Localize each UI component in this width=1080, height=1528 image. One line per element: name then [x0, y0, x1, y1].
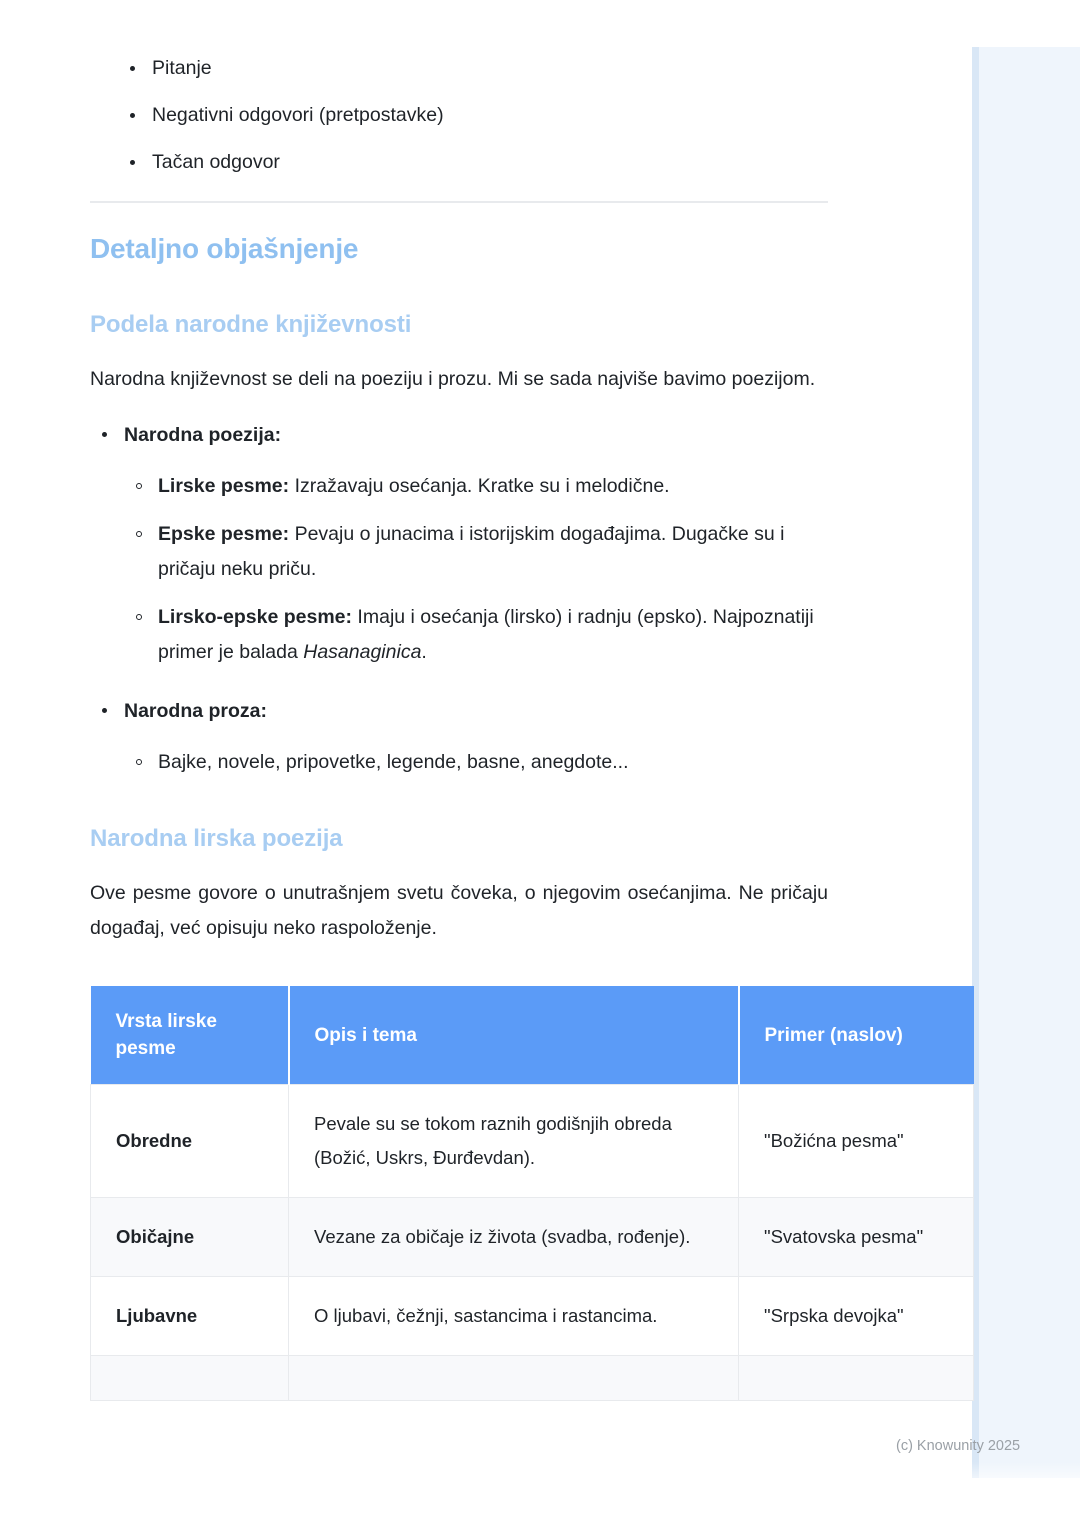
- list-item: [124, 469, 828, 504]
- cell-kind: Običajne: [91, 1198, 289, 1277]
- term-label: Epske pesme:: [158, 523, 290, 545]
- column-header-sample: Primer (naslov): [739, 986, 974, 1085]
- list-item: [90, 149, 828, 175]
- answer-structure-list: [90, 0, 828, 175]
- term-desc: Imaju i osećanja (lirsko) i radnju (epsko). Najpoznatiji primer je balada: [158, 606, 814, 663]
- copyright-watermark: (c) Knowunity 2025: [896, 1438, 1021, 1454]
- term-desc: Bajke, novele, pripovetke, legende, basne, anegdote...: [158, 751, 629, 773]
- cell-kind: Ljubavne: [91, 1277, 289, 1356]
- list-item-narodna-poezija: [90, 421, 828, 697]
- subsection-title-lirska: Narodna lirska poezija: [90, 825, 343, 852]
- cell-desc: [289, 1356, 739, 1401]
- table-head: [91, 986, 974, 1085]
- right-side-panel: [972, 47, 1080, 1478]
- table-row: [91, 1356, 974, 1401]
- bottom-fade-overlay: [0, 1462, 1080, 1528]
- cell-sample: [739, 1356, 974, 1401]
- list-item: [124, 517, 828, 587]
- column-header-desc: Opis i tema: [289, 986, 739, 1085]
- group-label: Narodna proza:: [124, 700, 268, 722]
- cell-kind: Obredne: [91, 1085, 289, 1198]
- spacer: [124, 683, 828, 697]
- section-divider: [90, 201, 828, 203]
- list-item-label: Negativni odgovori (pretpostavke): [152, 104, 444, 126]
- cell-desc: Pevale su se tokom raznih godišnjih obreda (Božić, Uskrs, Đurđevdan).: [289, 1085, 739, 1198]
- lyric-poem-types-table: [90, 986, 974, 1401]
- term-label: Lirske pesme:: [158, 475, 290, 497]
- cell-desc: Vezane za običaje iz života (svadba, rođenje).: [289, 1198, 739, 1277]
- table-header-row: [91, 986, 974, 1085]
- cell-sample: "Svatovska pesma": [739, 1198, 974, 1277]
- list-item: [90, 102, 828, 128]
- literature-division-list: [90, 421, 828, 780]
- term-desc: Izražavaju osećanja. Kratke su i melodične.: [289, 475, 670, 497]
- list-item: [124, 600, 828, 670]
- group-label: Narodna poezija:: [124, 424, 282, 446]
- list-item-narodna-proza: [90, 697, 828, 780]
- list-item-label: Pitanje: [152, 57, 212, 79]
- poetry-types-list: [124, 469, 828, 670]
- term-label: Lirsko-epske pesme:: [158, 606, 353, 628]
- term-tail: .: [421, 641, 427, 663]
- column-header-kind: Vrsta lirske pesme: [91, 986, 289, 1085]
- subsection-title-podela: Podela narodne književnosti: [90, 311, 412, 338]
- cell-sample: "Božićna pesma": [739, 1085, 974, 1198]
- cell-kind: [91, 1356, 289, 1401]
- list-item-label: Tačan odgovor: [152, 151, 280, 173]
- list-item: [90, 0, 828, 81]
- page-title: Detaljno objašnjenje: [90, 233, 359, 264]
- table-row: [91, 1085, 974, 1198]
- term-desc: Pevaju o junacima i istorijskim događajima. Dugačke su i pričaju neku priču.: [158, 523, 785, 580]
- table-body: [91, 1085, 974, 1401]
- cell-sample: "Srpska devojka": [739, 1277, 974, 1356]
- table-row: [91, 1277, 974, 1356]
- prose-types-list: [124, 745, 828, 780]
- paragraph-podela-intro: Narodna književnost se deli na poeziju i prozu. Mi se sada najviše bavimo poezijom.: [90, 368, 816, 390]
- table-row: [91, 1198, 974, 1277]
- term-italic: Hasanaginica: [303, 641, 422, 663]
- list-item: [124, 745, 828, 780]
- cell-desc: O ljubavi, čežnji, sastancima i rastancima.: [289, 1277, 739, 1356]
- document-content: [90, 0, 924, 1401]
- paragraph-lirska-intro: Ove pesme govore o unutrašnjem svetu čoveka, o njegovim osećanjima. Ne pričaju događaj, već opisuju neko raspoloženje.: [90, 882, 828, 939]
